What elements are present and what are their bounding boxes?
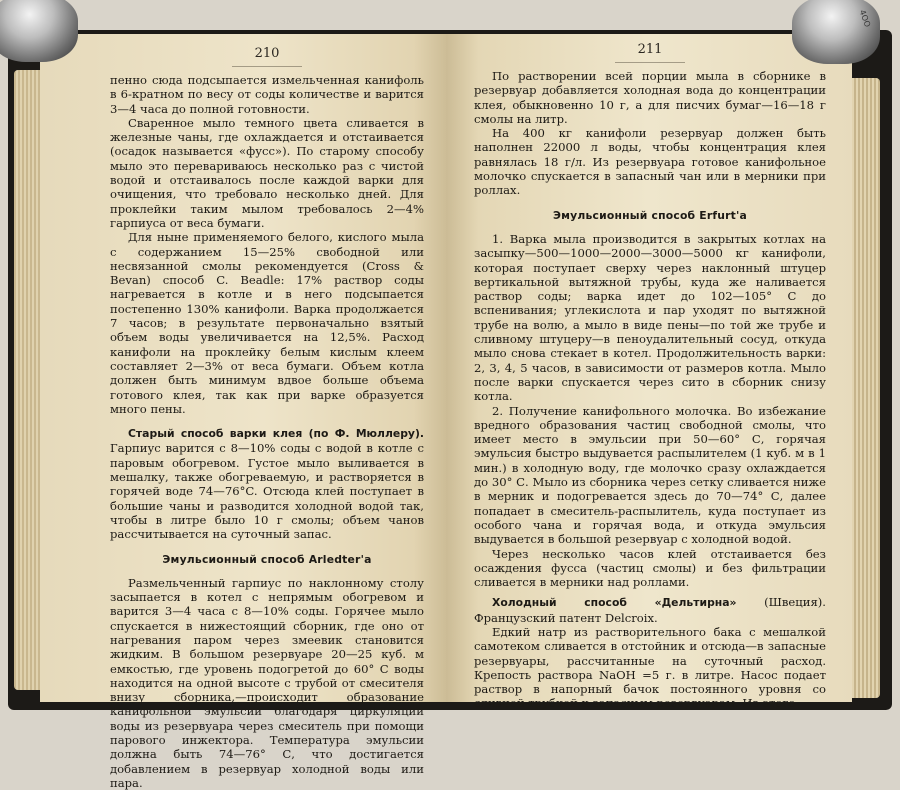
paragraph: Размельченный гарпиус по наклонному столу засыпается в котел с непрямым обогревом и варится 3—4 часа с 8—10% соды. Горячее мыло спускается в нижестоящий сборник, где оно от нагревания паром через змеевик становится жидким. В большом резервуаре 20—25 куб. м емкостью, где уровень подогретой до 60° С воды находится на одной высоте с трубой от смесителя внизу сборника,—происходит образование канифольной эмульсии благодаря циркуляции воды из резервуара через смеситель при помощи парового инжектора. Температура эмульсии должна быть 74—76° С, что достигается добавлением в резервуар холодной воды или пара. (110, 575, 424, 790)
right-page-text (474, 69, 826, 711)
section-heading-arledter: Эмульсионный способ Arledter'a (162, 552, 372, 566)
paragraph: Для ныне применяемого белого, кислого мыла с содержанием 15—25% свободной или несвязанной смолы рекомендуется (Cross & Bevan) способ C. Beadle: 17% раствор соды нагревается в котле и в него подсыпается постепенно 130% канифоли. Варка продолжается 7 часов; в результате первоначально взятый объем воды увеличивается на 12,5%. Расход канифоли на проклейку белым кислым клеем составляет 2—3% от веса бумаги. Объем котла должен быть минимум вдвое больше объема готового клея, так как при варке образуется много пены. (110, 230, 424, 416)
page-number-rule (615, 62, 685, 63)
paragraph: По растворении всей порции мыла в сборнике в резервуар добавляется холодная вода до концентрации клея, обыкновенно 10 г, а для писчих бумаг—16—18 г смолы на литр. (474, 69, 826, 126)
paragraph: пенно сюда подсыпается измельченная канифоль в 6-кратном по весу от соды количестве и варится 3—4 часа до полной готовности. (110, 73, 424, 116)
deltirna-heading: Холодный способ «Дельтирна» (492, 596, 737, 610)
paragraph: Едкий натр из растворительного бака с мешалкой самотеком сливается в отстойник и отсюда—в запасные резервуары, рассчитанные на суточный расход. Крепость раствора NaOH =5 г. в литре. Насос подает раствор в напорный бачок постоянного уровня со сливной трубкой к запасным резервуарам. Из этого (474, 624, 826, 711)
metal-weight-left (0, 0, 78, 62)
paragraph: На 400 кг канифоли резервуар должен быть наполнен 22000 л воды, чтобы концентрация клея равнялась 18 г/л. Из резервуара готовое канифольное молочко спускается в запасный чан или в мерники при роллах. (474, 126, 826, 198)
paragraph: Через несколько часов клей отстаивается без осаждения фусса (частиц смолы) и без фильтрации сливается в мерники над роллами. (474, 546, 826, 590)
paragraph-deltirna (474, 595, 826, 625)
weight-label: 4ОО (857, 8, 873, 29)
page-number-right: 211 (637, 42, 663, 57)
page-number-left: 210 (254, 46, 280, 61)
deltirna-text: (Швеция). Французский патент Delcroix. (474, 595, 826, 625)
left-page (40, 34, 446, 790)
paragraph: Сваренное мыло темного цвета сливается в железные чаны, где охлаждается и отстаивается (осадок называется «фусс»). По старому способу мыло это перевариваюсь несколько раз с чистой водой и отстаивалось после каждой варки для очищения, что требовало несколько дней. Для проклейки таким мылом требовалось 2—4% гарпиуса от веса бумаги. (110, 115, 424, 230)
left-page-text (110, 73, 424, 790)
muller-heading: Старый способ варки клея (по Ф. Мюллеру). (128, 427, 424, 441)
paragraph: 2. Получение канифольного молочка. Во избежание вредного образования частиц свободной смолы, что имеет место в эмульсии при 50—60° С, горячая эмульсия быстро выдувается распылителем (1 куб. м в 1 мин.) в холодную воду, где молочко сразу охлаждается до 30° С. Мыло из сборника через сетку сливается ниже в мерник и подогревается здесь до 70—74° С, далее попадает в смеситель-распылитель, куда поступает из особого чана и горячая вода, и откуда эмульсия выдувается в большой резервуар с холодной водой. (474, 403, 826, 547)
paragraph: 1. Варка мыла производится в закрытых котлах на засыпку—500—1000—2000—3000—5000 кг канифоли, которая поступает сверху через наклонный штуцер вертикальной вытяжной трубы, куда же наливается раствор соды; варка идет до 102—105° С до вспенивания; углекислота и пар уходят по вытяжной трубе на волю, а мыло в виде пены—по той же трубе и сливному штуцеру—в пеноудалительный сосуд, откуда мыло снова стекает в котел. Продолжительность варки: 2, 3, 4, 5 часов, в зависимости от размеров котла. Мыло после варки спускается через сито в сборник снизу котла. (474, 231, 826, 404)
paragraph-muller (110, 426, 424, 541)
right-page (446, 34, 852, 711)
page-number-rule (232, 66, 302, 67)
section-heading-erfurt: Эмульсионный способ Erfurt'a (552, 208, 748, 222)
muller-text: Гарпиус варится с 8—10% соды с водой в котле с паровым обогревом. Густое мыло выливается в мешалку, также обогреваемую, и растворяется в горячей воде 74—76°C. Отсюда клей поступает в большие чаны и разводится холодной водой так, чтобы в литре было 10 г смолы; объем чанов рассчитывается на суточный запас. (110, 441, 424, 542)
page-edges-right (848, 78, 880, 698)
metal-weight-right (792, 0, 880, 64)
